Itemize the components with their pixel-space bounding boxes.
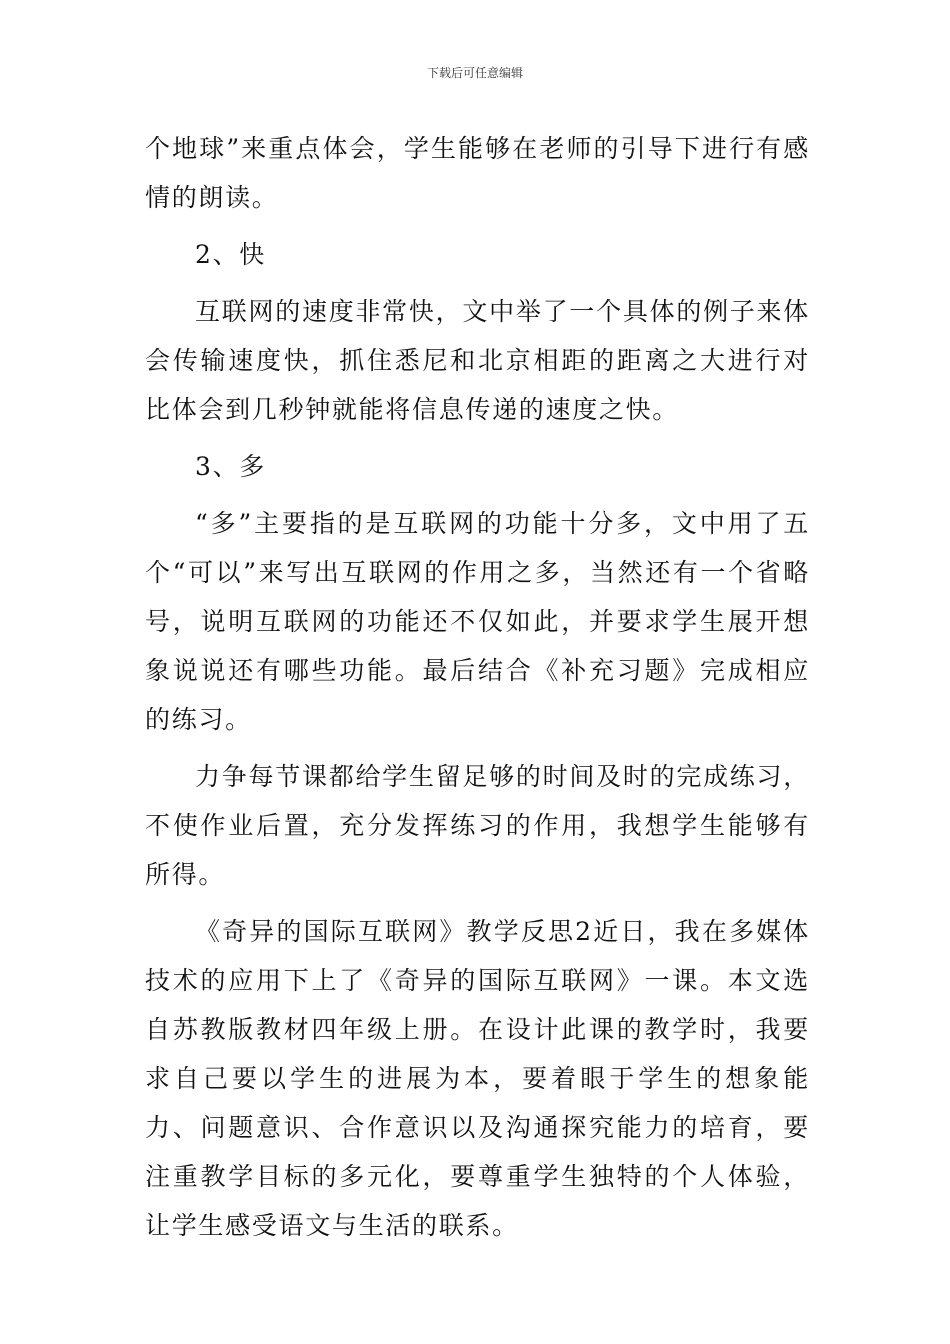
paragraph-gap [145,434,810,442]
section-heading-fast: 2、快 [195,240,267,269]
paragraph-gap [145,744,810,752]
paragraph-continuation: 个地球”来重点体会，学生能够在老师的引导下进行有感情的朗读。 [145,134,810,212]
paragraph-functions: “多”主要指的是互联网的功能十分多，文中用了五个“可以”来写出互联网的作用之多，当然还有一个省略号，说明互联网的功能还不仅如此，并要求学生展开想象说说还有哪些功能。最后结合《补充习题》完成相应的练习。 [145,509,810,734]
paragraph-practice: 力争每节课都给学生留足够的时间及时的完成练习，不使作业后置，充分发挥练习的作用，我想学生能够有所得。 [145,762,810,889]
section-heading-many: 3、多 [195,452,267,481]
paragraph-gap [145,491,810,499]
page-header-note: 下载后可任意编辑 [426,66,523,80]
paragraph-speed: 互联网的速度非常快，文中举了一个具体的例子来体会传输速度快，抓住悉尼和北京相距的距离之大进行对比体会到几秒钟就能将信息传递的速度之快。 [145,297,810,424]
paragraph-gap [145,279,810,287]
paragraph-gap [145,899,810,907]
paragraph-gap [145,222,810,230]
document-body [145,124,810,1250]
paragraph-reflection: 《奇异的国际互联网》教学反思2近日，我在多媒体技术的应用下上了《奇异的国际互联网》一课。本文选自苏教版教材四年级上册。在设计此课的教学时，我要求自己要以学生的进展为本，要着眼于学生的想象能力、问题意识、合作意识以及沟通探究能力的培育，要注重教学目标的多元化，要尊重学生独特的个人体验，让学生感受语文与生活的联系。 [145,917,810,1240]
